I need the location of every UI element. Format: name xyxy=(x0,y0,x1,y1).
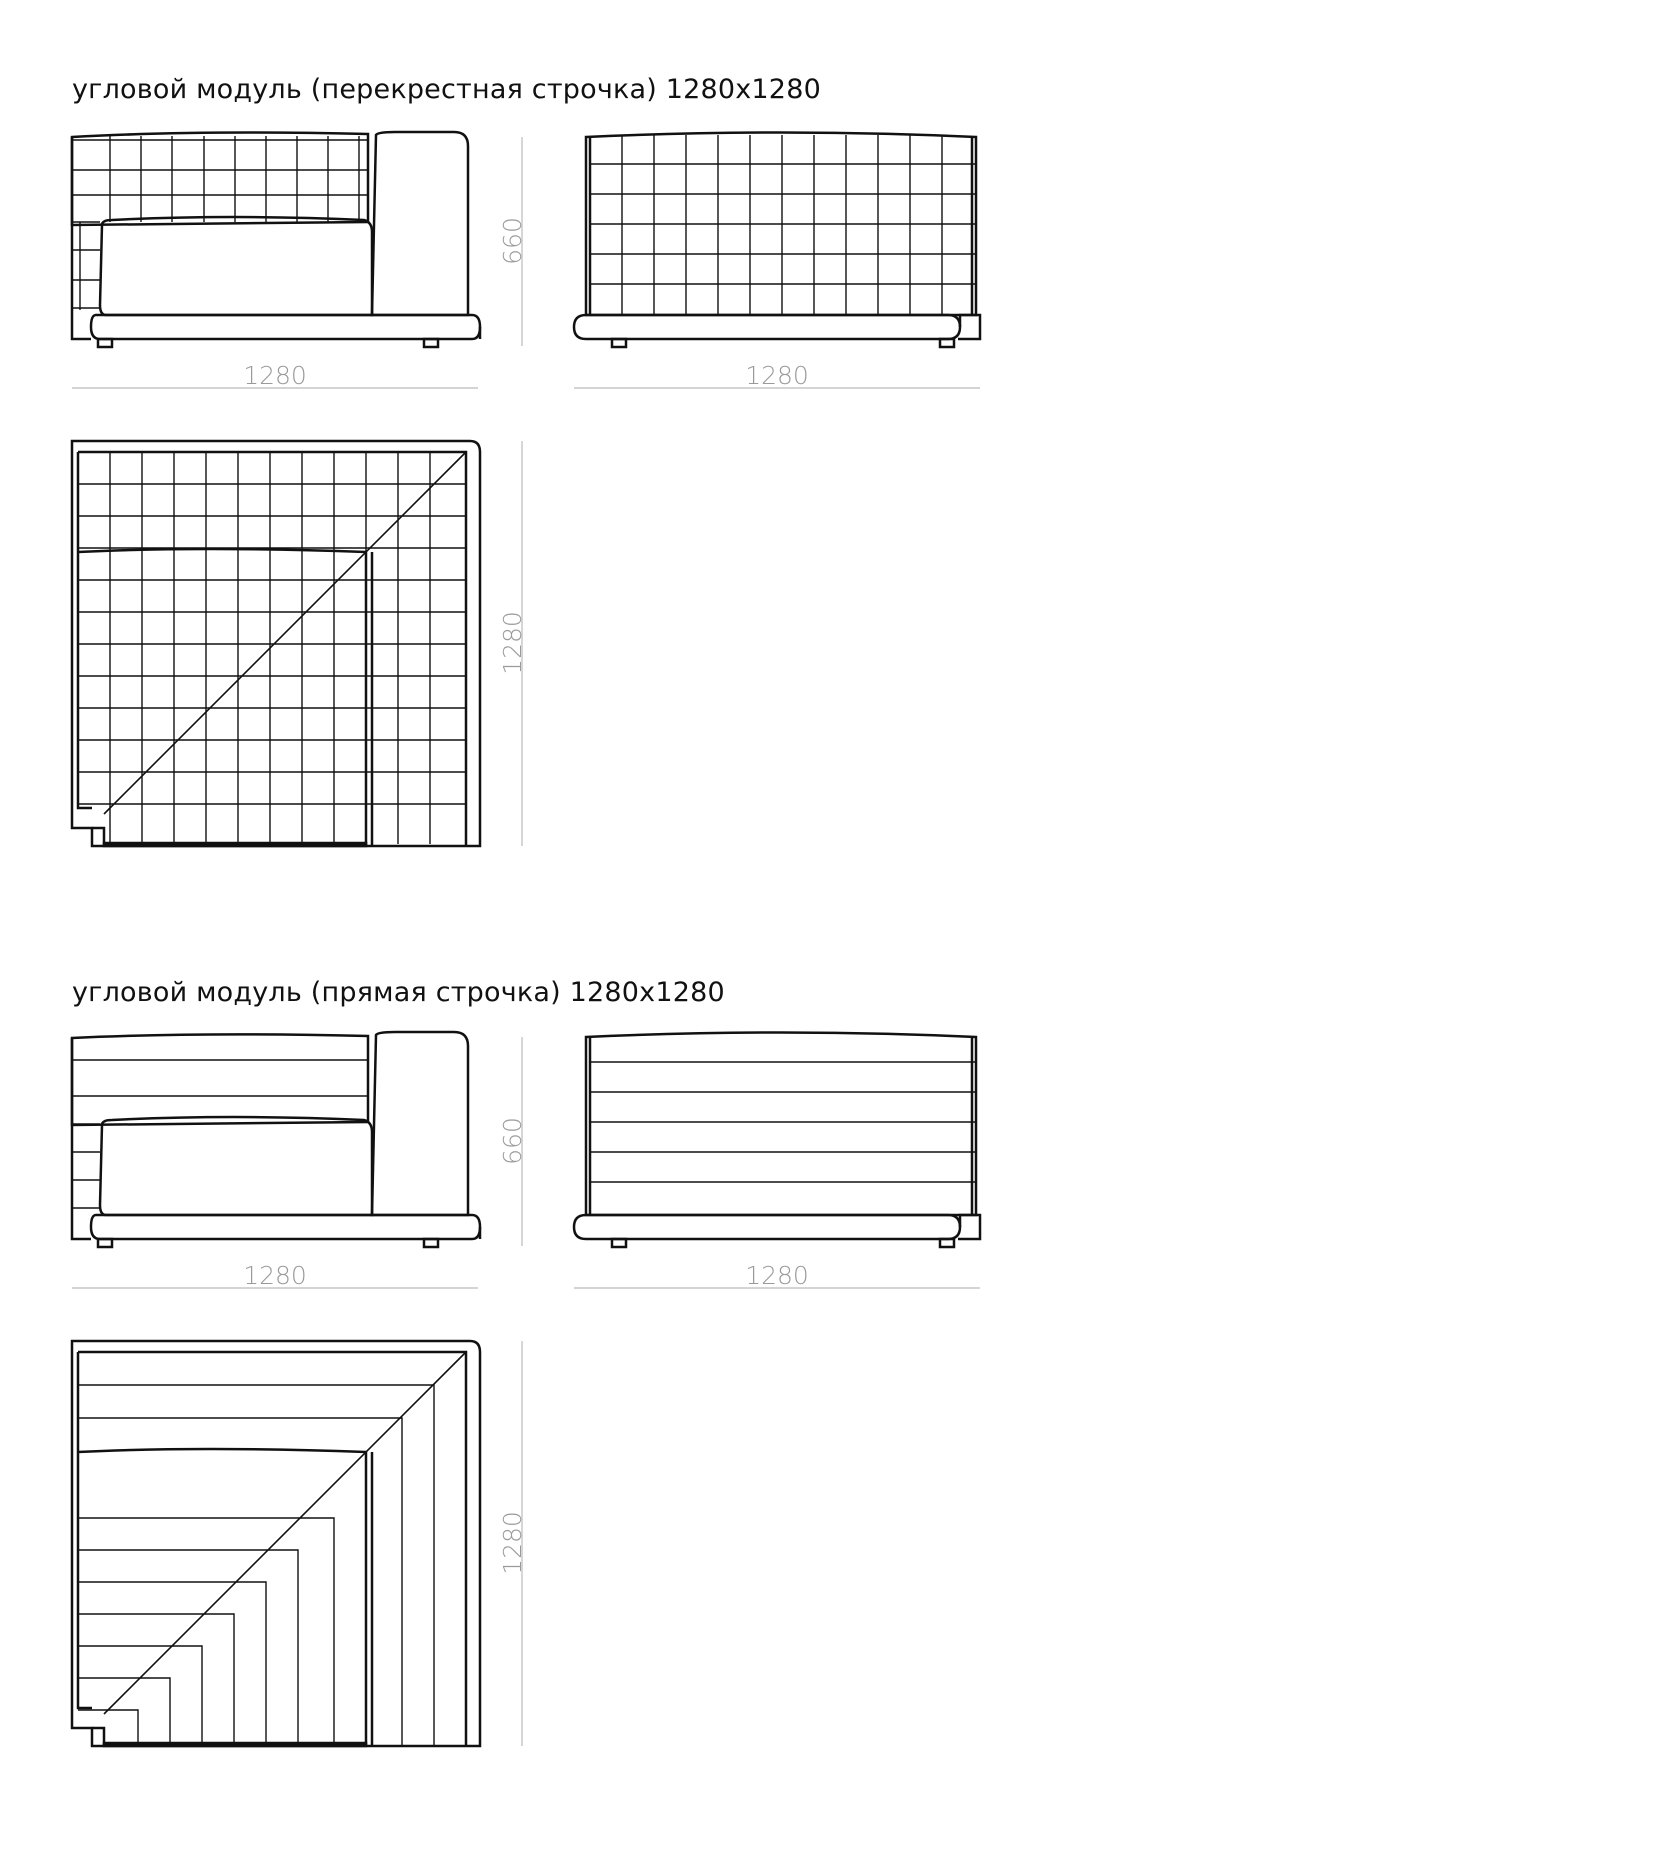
back-grid-cross xyxy=(590,135,976,315)
top-depth-label-straight: 1280 xyxy=(498,1511,527,1575)
front-view-straight xyxy=(72,1032,480,1247)
back-width-label-straight: 1280 xyxy=(745,1261,809,1290)
front-height-label-cross: 660 xyxy=(498,217,527,265)
top-depth-label-cross: 1280 xyxy=(498,611,527,675)
section-straight xyxy=(72,1032,980,1746)
front-height-label-straight: 660 xyxy=(498,1117,527,1165)
back-width-label-cross: 1280 xyxy=(745,361,809,390)
front-width-label-cross: 1280 xyxy=(243,361,307,390)
section-cross xyxy=(72,132,980,846)
top-view-cross xyxy=(72,441,480,846)
back-lines-straight xyxy=(590,1062,976,1182)
top-concentric-lines-straight xyxy=(78,1385,434,1746)
back-view-cross xyxy=(574,133,980,348)
section-title-straight: угловой модуль (прямая строчка) 1280x1280 xyxy=(72,977,725,1008)
section-title-cross: угловой модуль (перекрестная строчка) 1280x1280 xyxy=(72,74,821,105)
front-width-label-straight: 1280 xyxy=(243,1261,307,1290)
back-view-straight xyxy=(574,1033,980,1248)
front-back-lines-straight xyxy=(72,1060,368,1208)
front-view-cross xyxy=(72,132,480,347)
top-view-straight xyxy=(72,1341,480,1746)
